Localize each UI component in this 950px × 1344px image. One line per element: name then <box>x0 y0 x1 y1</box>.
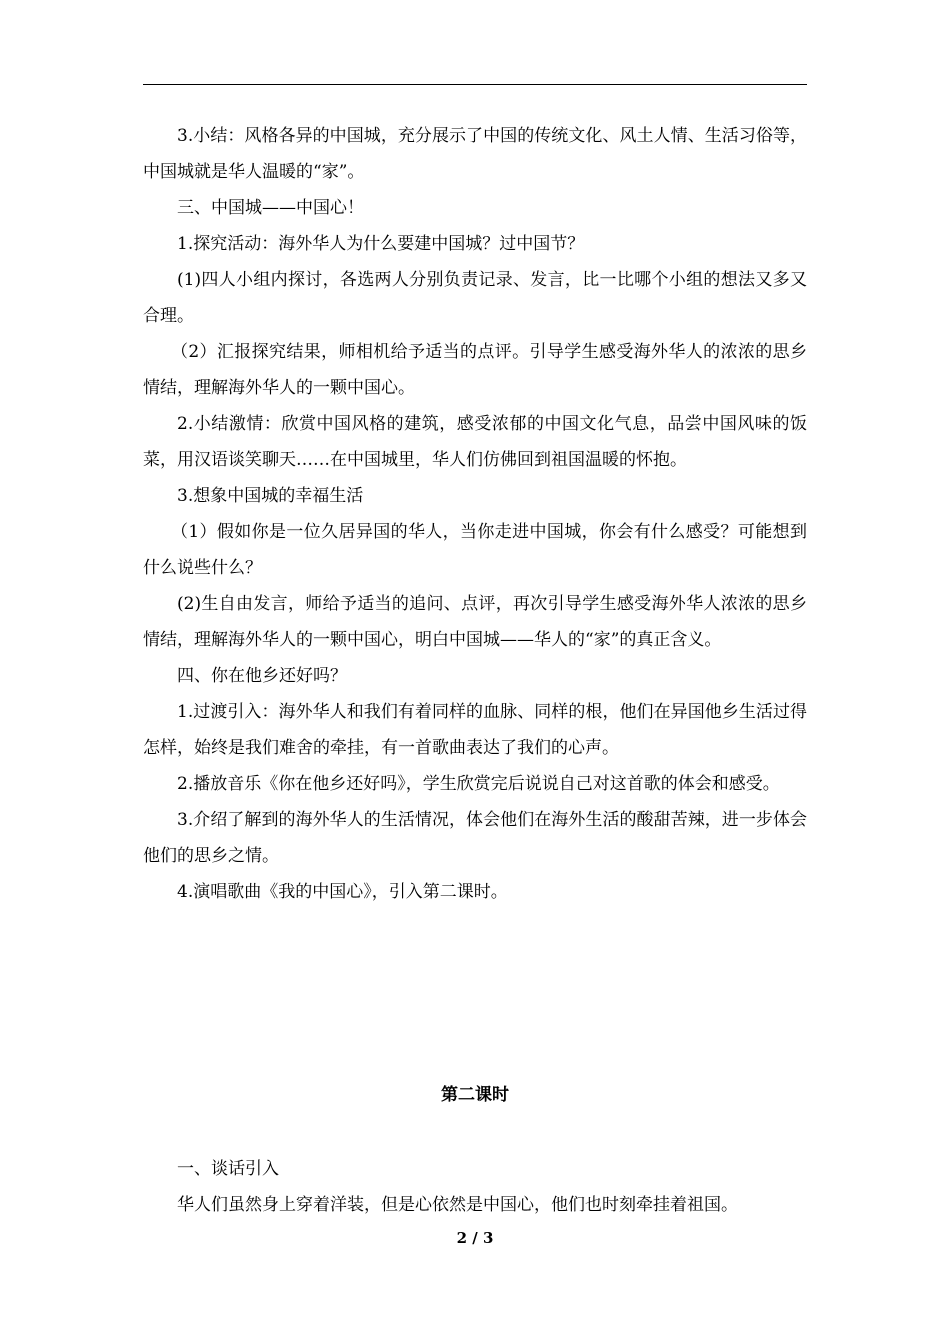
lesson-title: 第二课时 <box>441 1085 509 1105</box>
paragraph: （1）假如你是一位久居异国的华人，当你走进中国城，你会有什么感受？可能想到什么说些什么？ <box>143 522 807 578</box>
paragraph: 2.播放音乐《你在他乡还好吗》，学生欣赏完后说说自己对这首歌的体会和感受。 <box>177 774 780 794</box>
paragraph: 华人们虽然身上穿着洋装，但是心依然是中国心，他们也时刻牵挂着祖国。 <box>177 1195 738 1215</box>
paragraph: 1.过渡引入：海外华人和我们有着同样的血脉、同样的根，他们在异国他乡生活过得怎样，始终是我们难舍的牵挂，有一首歌曲表达了我们的心声。 <box>143 702 807 758</box>
header-rule <box>143 84 807 85</box>
paragraph: (2)生自由发言，师给予适当的追问、点评，再次引导学生感受海外华人浓浓的思乡情结，理解海外华人的一颗中国心，明白中国城——华人的“家”的真正含义。 <box>143 594 807 650</box>
paragraph: 3.介绍了解到的海外华人的生活情况，体会他们在海外生活的酸甜苦辣，进一步体会他们的思乡之情。 <box>143 810 807 866</box>
section-heading: 四、你在他乡还好吗？ <box>177 666 347 686</box>
paragraph: 3.想象中国城的幸福生活 <box>177 486 364 506</box>
paragraph: 2.小结激情：欣赏中国风格的建筑，感受浓郁的中国文化气息，品尝中国风味的饭菜，用汉语谈笑聊天……在中国城里，华人们仿佛回到祖国温暖的怀抱。 <box>143 414 807 470</box>
paragraph: （2）汇报探究结果，师相机给予适当的点评。引导学生感受海外华人的浓浓的思乡情结，理解海外华人的一颗中国心。 <box>143 342 807 398</box>
section-heading: 一、谈话引入 <box>177 1159 279 1179</box>
paragraph: 1.探究活动：海外华人为什么要建中国城？过中国节？ <box>177 234 585 254</box>
paragraph: 4.演唱歌曲《我的中国心》，引入第二课时。 <box>177 882 508 902</box>
section-heading: 三、中国城——中国心！ <box>177 198 364 218</box>
paragraph: 3.小结：风格各异的中国城，充分展示了中国的传统文化、风土人情、生活习俗等，中国城就是华人温暖的“家”。 <box>143 126 807 182</box>
document-body <box>143 118 807 910</box>
paragraph: (1)四人小组内探讨，各选两人分别负责记录、发言，比一比哪个小组的想法又多又合理。 <box>143 270 807 326</box>
lesson-body <box>143 1151 807 1223</box>
page-number: 2 / 3 <box>456 1229 494 1247</box>
